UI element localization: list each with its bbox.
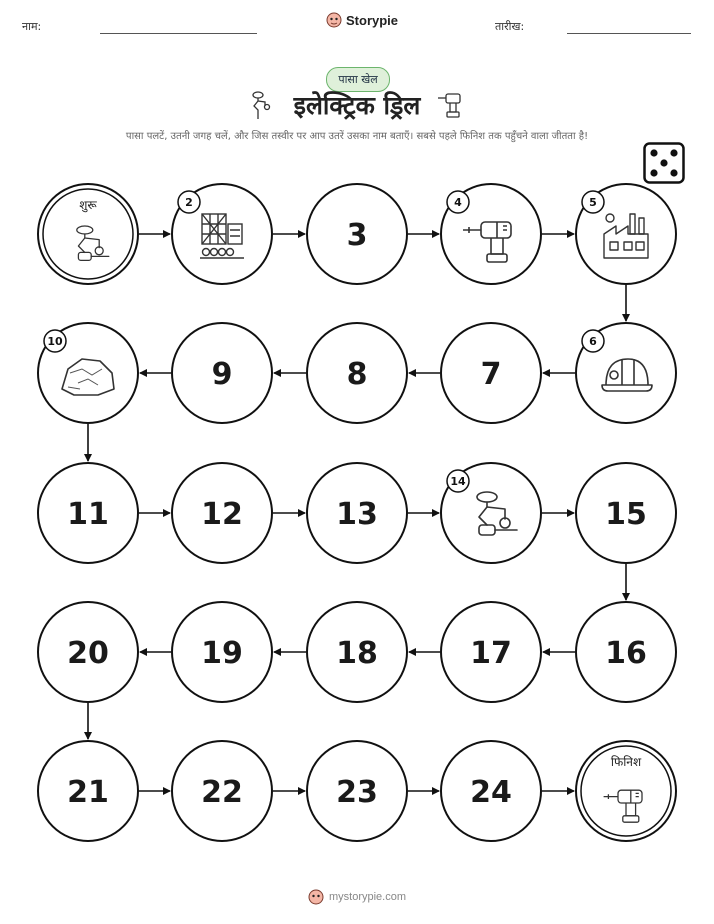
board-space-3 — [307, 184, 407, 284]
board-space-17 — [441, 602, 541, 702]
start-label: शुरू — [79, 198, 97, 212]
board-space-24 — [441, 741, 541, 841]
space-number: 21 — [67, 775, 109, 810]
space-number: 11 — [67, 497, 109, 532]
board-space-10 — [38, 323, 138, 423]
space-number: 16 — [605, 636, 647, 671]
space-number: 8 — [346, 357, 368, 392]
game-type-badge: पासा खेल — [326, 67, 390, 92]
space-number-badge: 14 — [450, 475, 466, 488]
space-number: 13 — [336, 497, 378, 532]
instructions-text: पासा पलटें, उतनी जगह चलें, और जिस तस्वीर पर आप उतरें उसका नाम बताएँ। सबसे पहले फिनिश तक पहुँचने वाला जीतता है! — [125, 131, 589, 142]
board-space-2 — [172, 184, 272, 284]
board-space-9 — [172, 323, 272, 423]
board-space-12 — [172, 463, 272, 563]
page-title: इलेक्ट्रिक ड्रिल — [293, 91, 421, 120]
space-number: 7 — [480, 357, 502, 392]
space-number: 9 — [211, 357, 233, 392]
date-label: तारीख: — [495, 20, 525, 33]
board-space-11 — [38, 463, 138, 563]
space-number: 22 — [201, 775, 243, 810]
space-number-badge: 2 — [185, 196, 193, 209]
space-number-badge: 10 — [47, 335, 63, 348]
space-number: 23 — [336, 775, 378, 810]
board-space-19 — [172, 602, 272, 702]
board-space-4 — [441, 184, 541, 284]
board-space-22 — [172, 741, 272, 841]
footer — [0, 889, 714, 905]
storypie-mascot-icon — [308, 889, 324, 905]
space-number: 20 — [67, 636, 109, 671]
board-space-8 — [307, 323, 407, 423]
board-space-21 — [38, 741, 138, 841]
board-space-18 — [307, 602, 407, 702]
board-space-finish — [576, 741, 676, 841]
space-number: 18 — [336, 636, 378, 671]
space-number-badge: 6 — [589, 335, 597, 348]
board-space-20 — [38, 602, 138, 702]
brand-name: Storypie — [346, 12, 399, 28]
space-number: 15 — [605, 497, 647, 532]
space-number: 17 — [470, 636, 512, 671]
board-space-23 — [307, 741, 407, 841]
space-number: 3 — [346, 218, 368, 253]
finish-label: फिनिश — [610, 755, 642, 769]
board-space-16 — [576, 602, 676, 702]
board-space-13 — [307, 463, 407, 563]
space-number: 12 — [201, 497, 243, 532]
space-number-badge: 4 — [454, 196, 462, 209]
space-number-badge: 5 — [589, 196, 597, 209]
board-space-start — [38, 184, 138, 284]
footer-url: mystorypie.com — [328, 891, 407, 903]
board-space-5 — [576, 184, 676, 284]
name-label: नाम: — [22, 20, 42, 33]
board-space-14 — [441, 463, 541, 563]
space-number: 19 — [201, 636, 243, 671]
board-space-6 — [576, 323, 676, 423]
board-space-7 — [441, 323, 541, 423]
board-space-15 — [576, 463, 676, 563]
space-number: 24 — [470, 775, 512, 810]
